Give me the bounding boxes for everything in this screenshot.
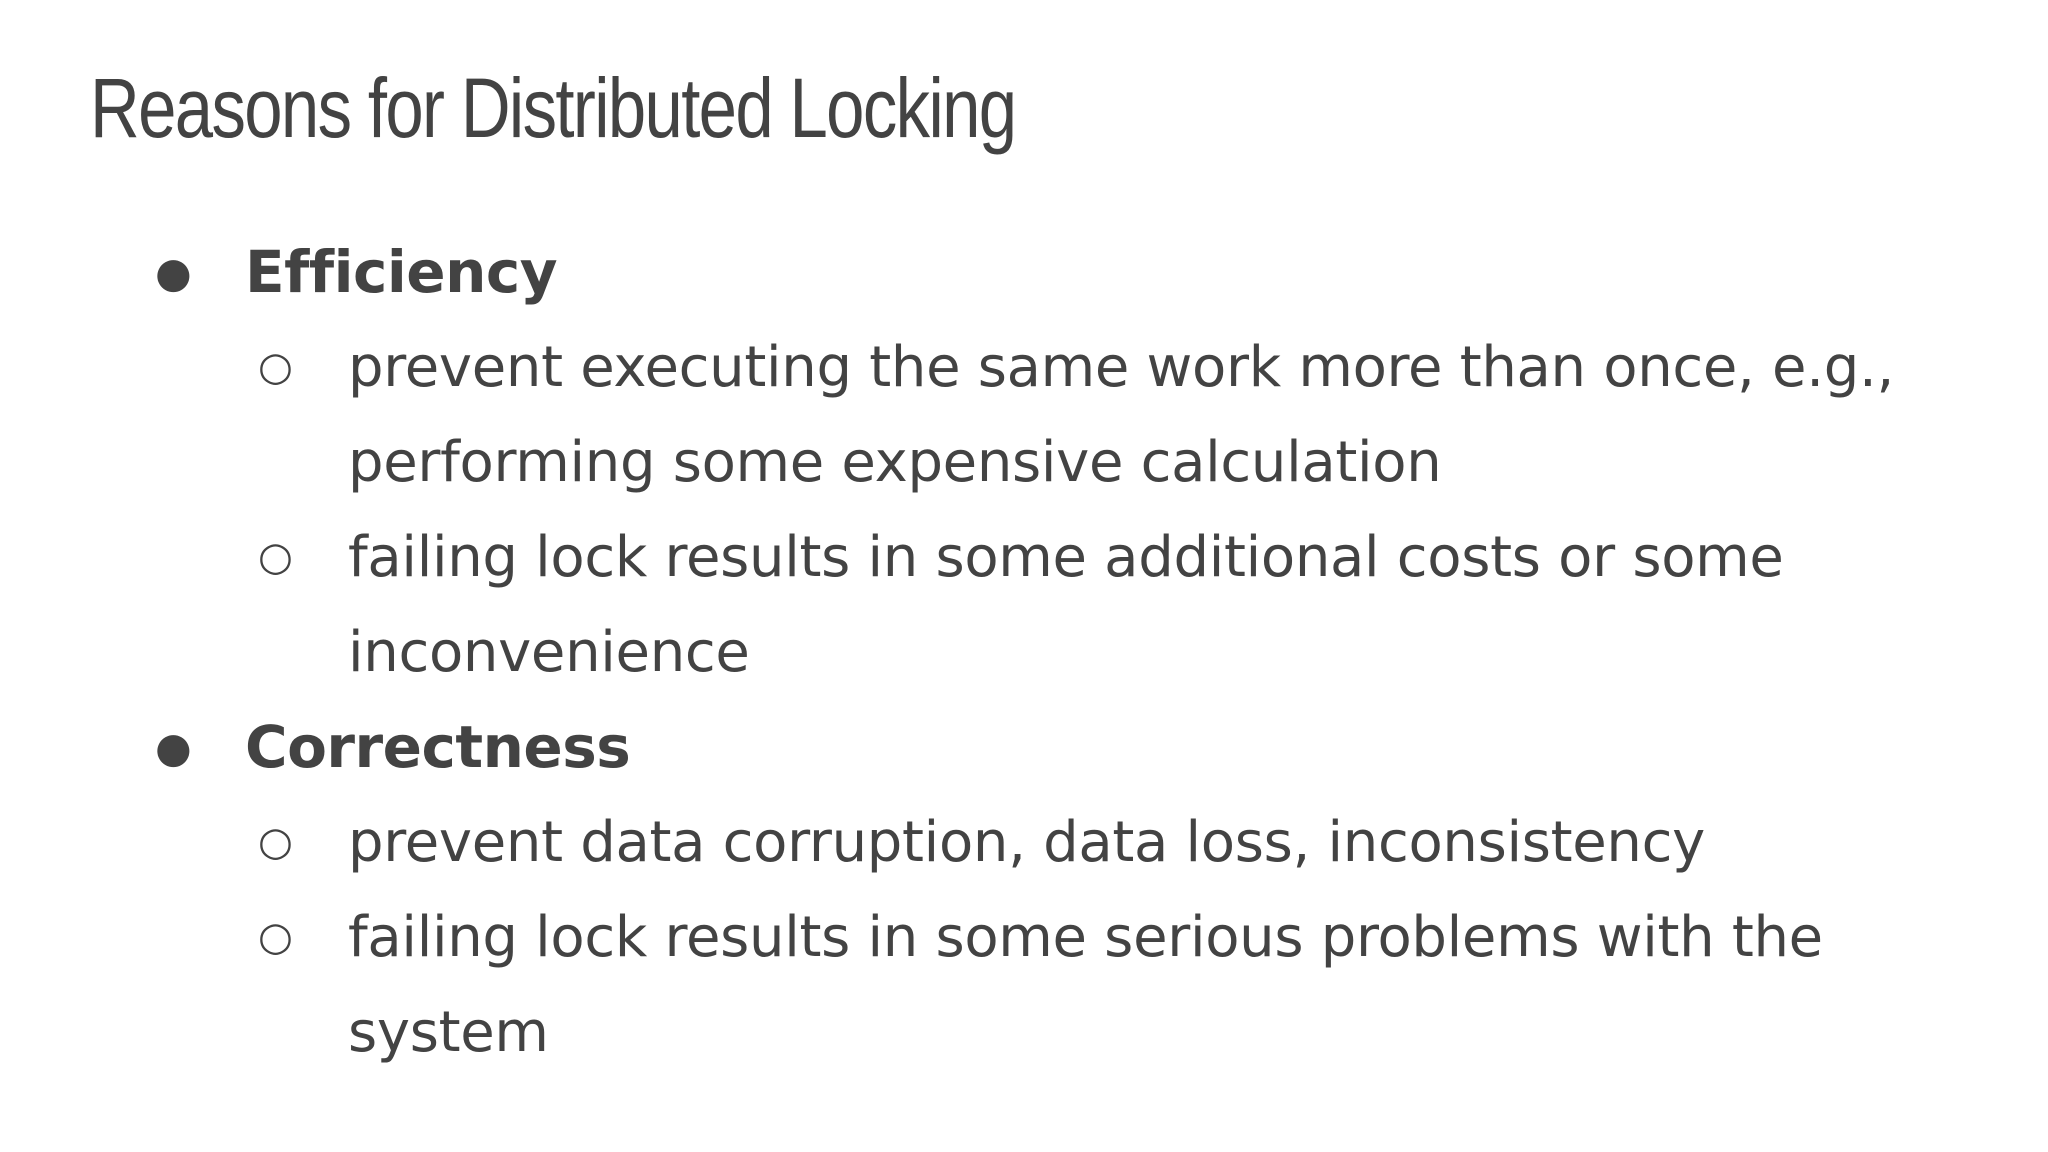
sub-bullet-icon: ○	[258, 819, 293, 865]
sub-bullet-text: prevent executing the same work more than once, e.g., performing some expensive calculation	[348, 335, 1894, 495]
sub-bullet	[0, 795, 2048, 890]
bullet-correctness	[0, 700, 2048, 795]
slide-title: Reasons for Distributed Locking	[90, 61, 1016, 155]
bullet-list	[0, 225, 2048, 1080]
sub-bullet-text: failing lock results in some serious problems with the system	[348, 905, 1823, 1065]
sub-bullet	[0, 510, 2048, 700]
bullet-icon: ●	[155, 248, 192, 297]
sub-bullet-icon: ○	[258, 534, 293, 580]
bullet-efficiency	[0, 225, 2048, 320]
bullet-icon: ●	[155, 723, 192, 772]
bullet-heading: Efficiency	[245, 238, 558, 306]
sub-bullet-icon: ○	[258, 914, 293, 960]
sub-bullet	[0, 320, 2048, 510]
bullet-heading: Correctness	[245, 713, 631, 781]
sub-bullet-icon: ○	[258, 344, 293, 390]
sub-bullet-text: failing lock results in some additional costs or some inconvenience	[348, 525, 1784, 685]
sub-bullet-text: prevent data corruption, data loss, inconsistency	[348, 810, 1705, 875]
sub-bullet	[0, 890, 2048, 1080]
